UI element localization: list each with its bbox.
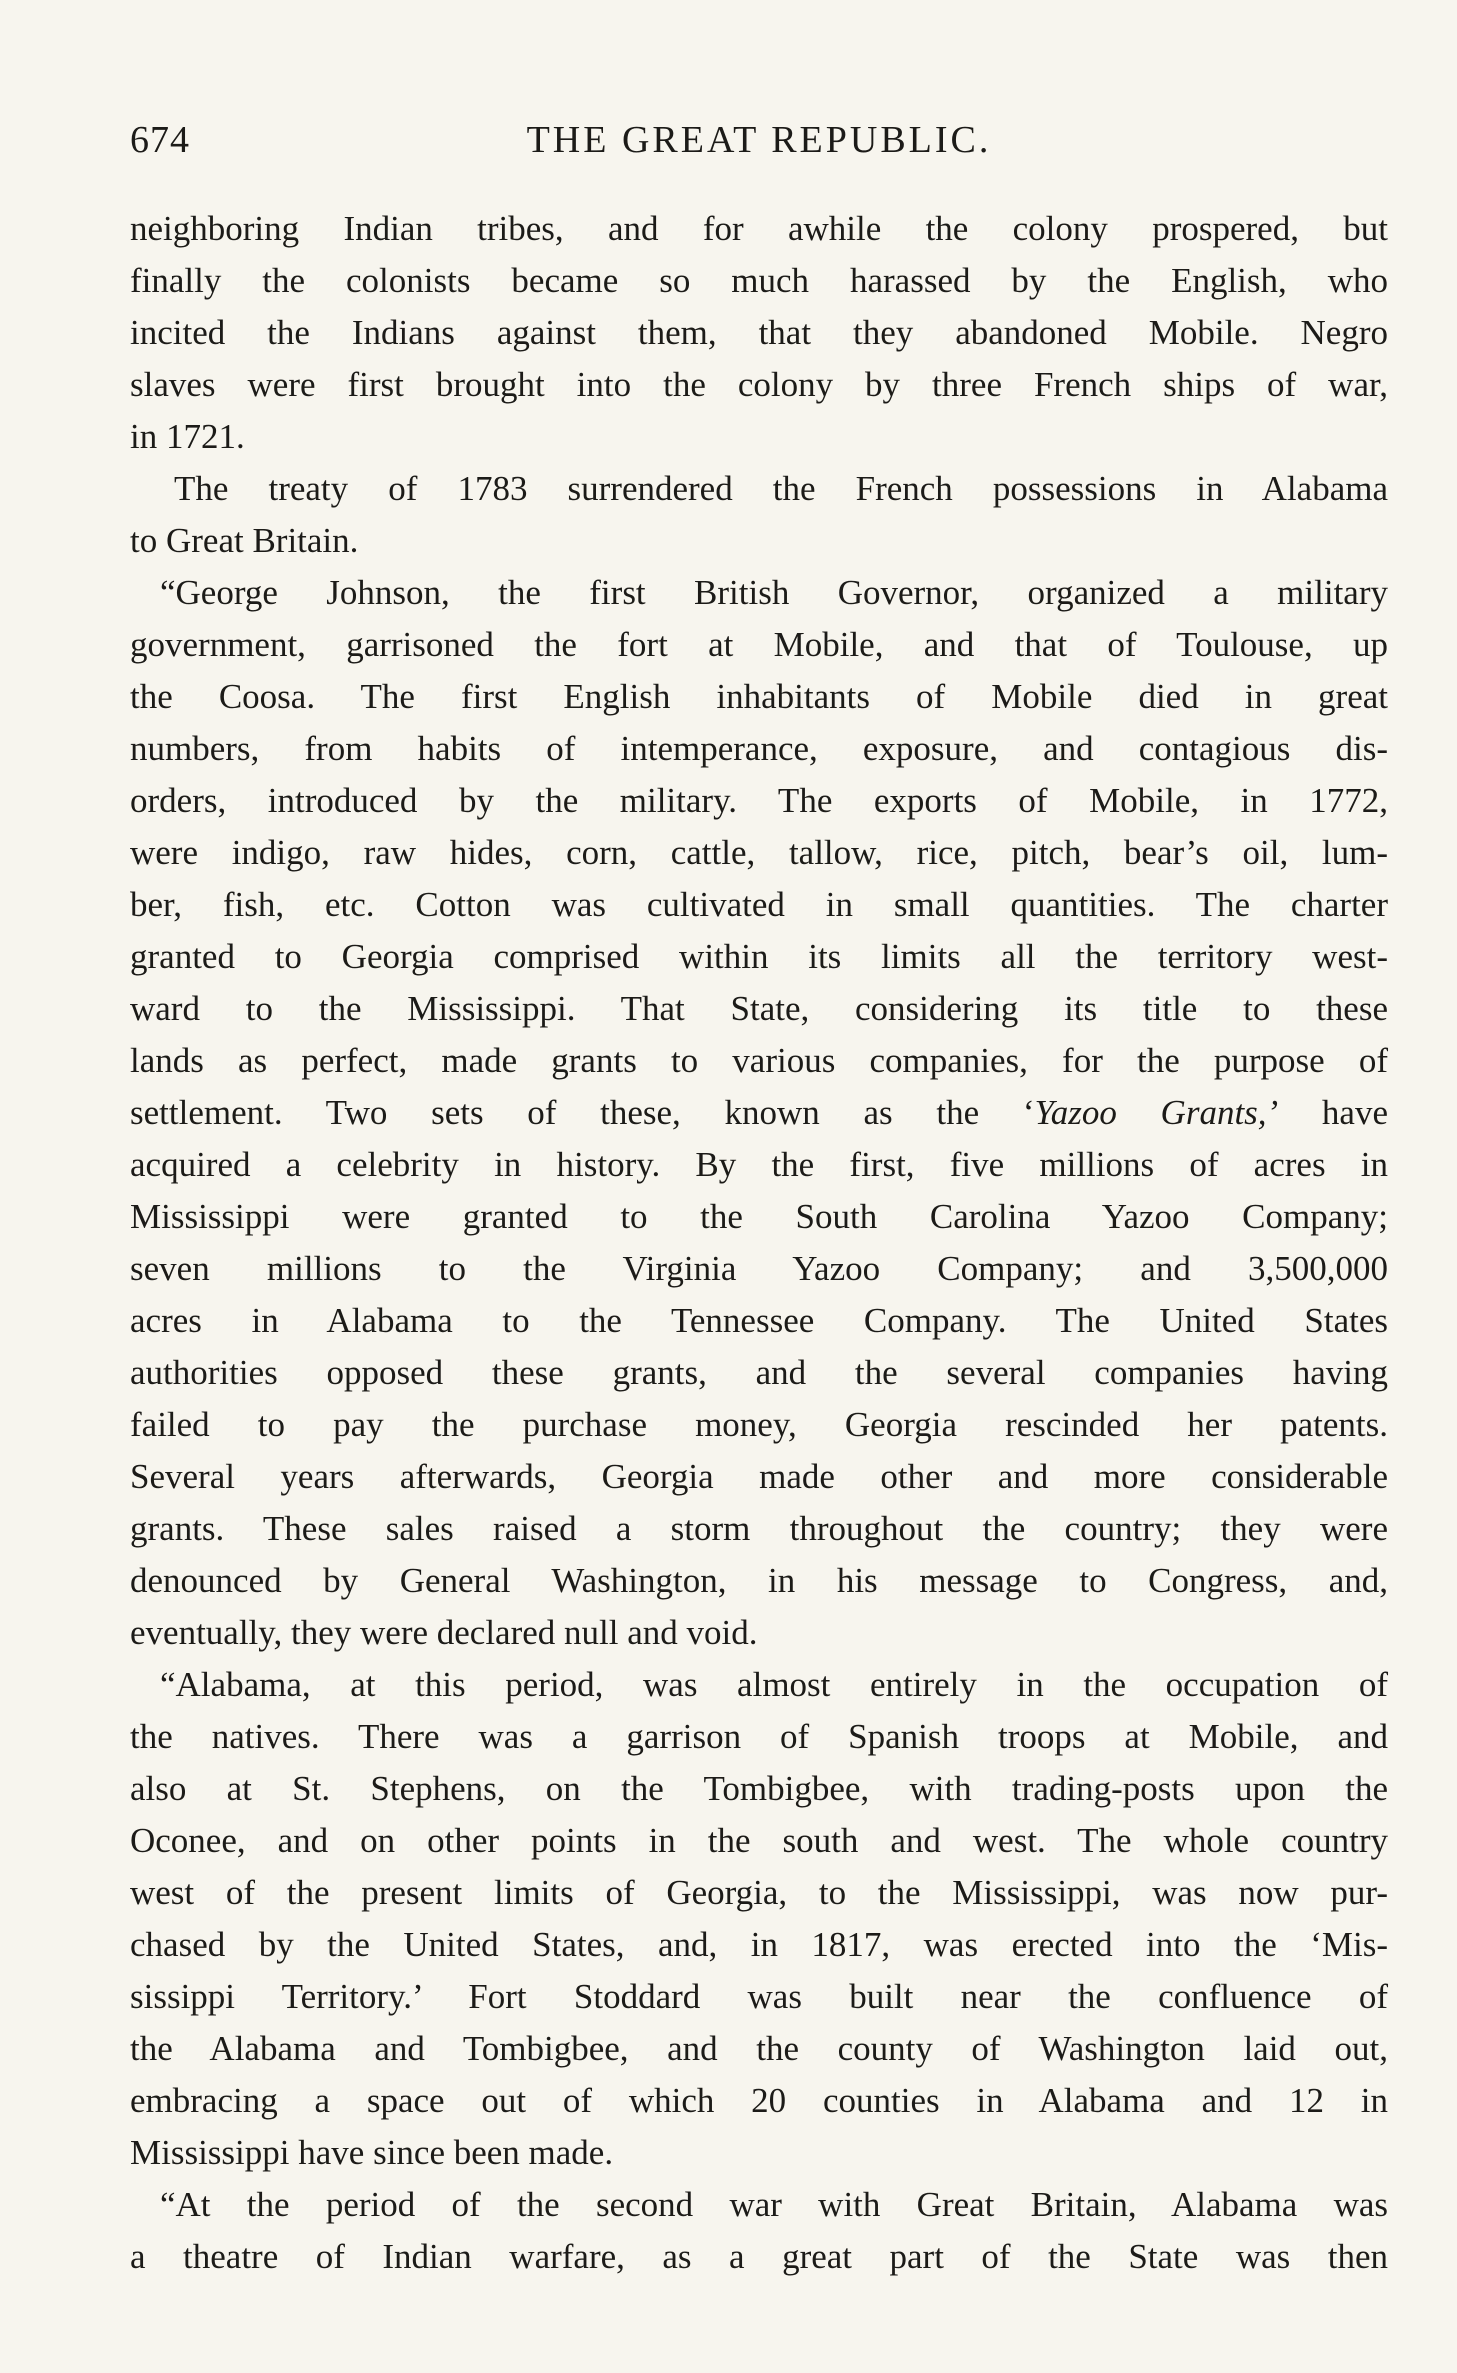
text-segment: have bbox=[1278, 1093, 1388, 1132]
text-segment: settlement. Two sets of these, known as the ‘ bbox=[130, 1093, 1035, 1132]
text-line: Oconee, and on other points in the south and west. The whole country bbox=[130, 1821, 1388, 1860]
text-line: in 1721. bbox=[130, 417, 245, 456]
page-number: 674 bbox=[130, 119, 190, 161]
running-head bbox=[130, 118, 1388, 168]
text-line: authorities opposed these grants, and the several companies having bbox=[130, 1353, 1388, 1392]
text-line: ward to the Mississippi. That State, considering its title to these bbox=[130, 989, 1388, 1028]
text-line: The treaty of 1783 surrendered the French possessions in Alabama bbox=[174, 469, 1388, 508]
text-line: government, garrisoned the fort at Mobile, and that of Toulouse, up bbox=[130, 625, 1388, 664]
text-line: embracing a space out of which 20 counties in Alabama and 12 in bbox=[130, 2081, 1388, 2120]
text-line: chased by the United States, and, in 1817, was erected into the ‘Mis- bbox=[130, 1925, 1388, 1964]
text-line: were indigo, raw hides, corn, cattle, tallow, rice, pitch, bear’s oil, lum- bbox=[130, 833, 1388, 872]
text-line: denounced by General Washington, in his message to Congress, and, bbox=[130, 1561, 1388, 1600]
text-line: a theatre of Indian warfare, as a great part of the State was then bbox=[130, 2237, 1388, 2276]
text-line: seven millions to the Virginia Yazoo Company; and 3,500,000 bbox=[130, 1249, 1388, 1288]
text-line: grants. These sales raised a storm throughout the country; they were bbox=[130, 1509, 1388, 1548]
text-line: “At the period of the second war with Great Britain, Alabama was bbox=[160, 2185, 1388, 2224]
text-line: the Alabama and Tombigbee, and the county of Washington laid out, bbox=[130, 2029, 1388, 2068]
text-line: eventually, they were declared null and void. bbox=[130, 1613, 758, 1652]
text-line: acquired a celebrity in history. By the first, five millions of acres in bbox=[130, 1145, 1388, 1184]
text-line: also at St. Stephens, on the Tombigbee, with trading-posts upon the bbox=[130, 1769, 1388, 1808]
text-line: incited the Indians against them, that they abandoned Mobile. Negro bbox=[130, 313, 1388, 352]
text-line: “Alabama, at this period, was almost entirely in the occupation of bbox=[160, 1665, 1388, 1704]
text-line: “George Johnson, the first British Governor, organized a military bbox=[160, 573, 1388, 612]
text-line: sissippi Territory.’ Fort Stoddard was built near the confluence of bbox=[130, 1977, 1388, 2016]
text-line: slaves were first brought into the colony by three French ships of war, bbox=[130, 365, 1388, 404]
text-line: failed to pay the purchase money, Georgia rescinded her patents. bbox=[130, 1405, 1388, 1444]
text-line: to Great Britain. bbox=[130, 521, 359, 560]
text-line: neighboring Indian tribes, and for awhile the colony prospered, but bbox=[130, 209, 1388, 248]
text-line: numbers, from habits of intemperance, exposure, and contagious dis- bbox=[130, 729, 1388, 768]
text-line: finally the colonists became so much harassed by the English, who bbox=[130, 261, 1388, 300]
text-line: the natives. There was a garrison of Spanish troops at Mobile, and bbox=[130, 1717, 1388, 1756]
text-line: acres in Alabama to the Tennessee Company. The United States bbox=[130, 1301, 1388, 1340]
text-line: granted to Georgia comprised within its limits all the territory west- bbox=[130, 937, 1388, 976]
italic-title: Yazoo Grants,’ bbox=[1034, 1093, 1279, 1132]
text-line: Several years afterwards, Georgia made other and more considerable bbox=[130, 1457, 1388, 1496]
text-line: Mississippi have since been made. bbox=[130, 2133, 614, 2172]
text-line bbox=[130, 1087, 1388, 1139]
text-line: the Coosa. The first English inhabitants of Mobile died in great bbox=[130, 677, 1388, 716]
text-line: lands as perfect, made grants to various companies, for the purpose of bbox=[130, 1041, 1388, 1080]
text-line: Mississippi were granted to the South Carolina Yazoo Company; bbox=[130, 1197, 1388, 1236]
text-line: ber, fish, etc. Cotton was cultivated in small quantities. The charter bbox=[130, 885, 1388, 924]
text-line: orders, introduced by the military. The exports of Mobile, in 1772, bbox=[130, 781, 1388, 820]
text-line: west of the present limits of Georgia, to the Mississippi, was now pur- bbox=[130, 1873, 1388, 1912]
body-text bbox=[130, 203, 1388, 2283]
running-title: THE GREAT REPUBLIC. bbox=[526, 119, 992, 161]
